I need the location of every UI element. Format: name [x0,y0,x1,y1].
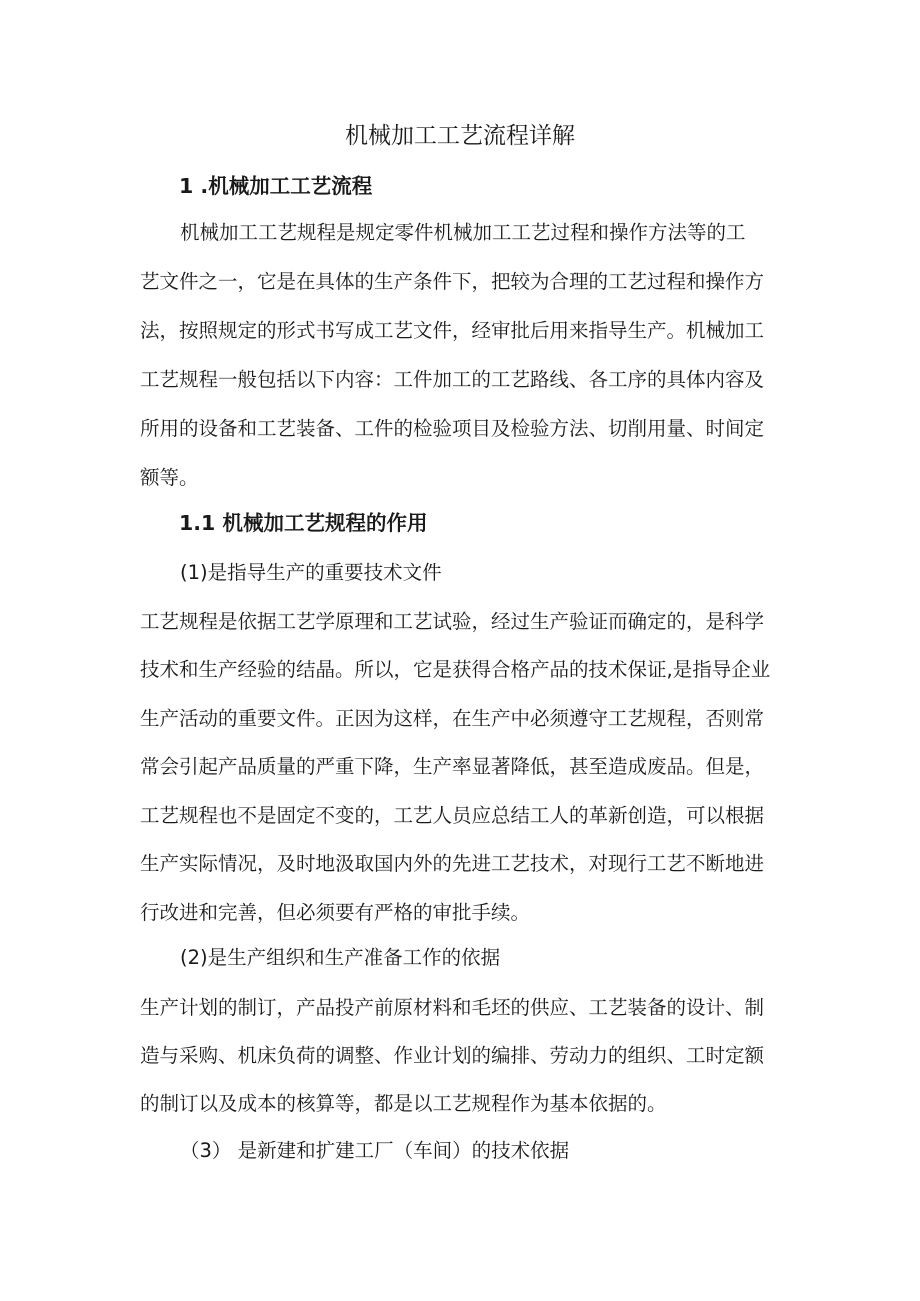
item-heading-1: (1)是指导生产的重要技术文件 [180,561,442,584]
paragraph-line: 工艺规程也不是固定不变的，工艺人员应总结工人的革新创造，可以根据 [140,804,765,827]
paragraph-line: 生产计划的制订，产品投产前原材料和毛坯的供应、工艺装备的设计、制 [140,996,765,1019]
paragraph-line: 机械加工工艺规程是规定零件机械加工工艺过程和操作方法等的工 [180,221,746,244]
paragraph-line: 技术和生产经验的结晶。所以，它是获得合格产品的技术保证,是指导企业 [140,658,771,681]
paragraph-line: 造与采购、机床负荷的调整、作业计划的编排、劳动力的组织、工时定额 [140,1044,765,1067]
paragraph-line: 的制订以及成本的核算等，都是以工艺规程作为基本依据的。 [140,1092,667,1115]
paragraph-line: 法，按照规定的形式书写成工艺文件，经审批后用来指导生产。机械加工 [140,319,765,342]
section-heading-1-1: 1.1 机械加工艺规程的作用 [179,511,428,535]
item-heading-2: (2)是生产组织和生产准备工作的依据 [180,946,501,969]
paragraph-line: 行改进和完善，但必须要有严格的审批手续。 [140,901,531,924]
paragraph-line: 额等。 [140,466,199,489]
item-heading-3: （3） 是新建和扩建工厂（车间）的技术依据 [180,1139,570,1162]
paragraph-line: 艺文件之一，它是在具体的生产条件下，把较为合理的工艺过程和操作方 [140,270,765,293]
section-heading-1: 1 .机械加工工艺流程 [179,174,373,198]
paragraph-line: 工艺规程一般包括以下内容：工件加工的工艺路线、各工序的具体内容及 [140,368,765,391]
document-title: 机械加工工艺流程详解 [345,123,575,149]
paragraph-line: 生产活动的重要文件。正因为这样，在生产中必须遵守工艺规程，否则常 [140,707,765,730]
paragraph-line: 所用的设备和工艺装备、工件的检验项目及检验方法、切削用量、时间定 [140,417,765,440]
paragraph-line: 常会引起产品质量的严重下降，生产率显著降低，甚至造成废品。但是， [140,755,765,778]
paragraph-line: 工艺规程是依据工艺学原理和工艺试验，经过生产验证而确定的，是科学 [140,610,765,633]
paragraph-line: 生产实际情况，及时地汲取国内外的先进工艺技术，对现行工艺不断地进 [140,852,765,875]
